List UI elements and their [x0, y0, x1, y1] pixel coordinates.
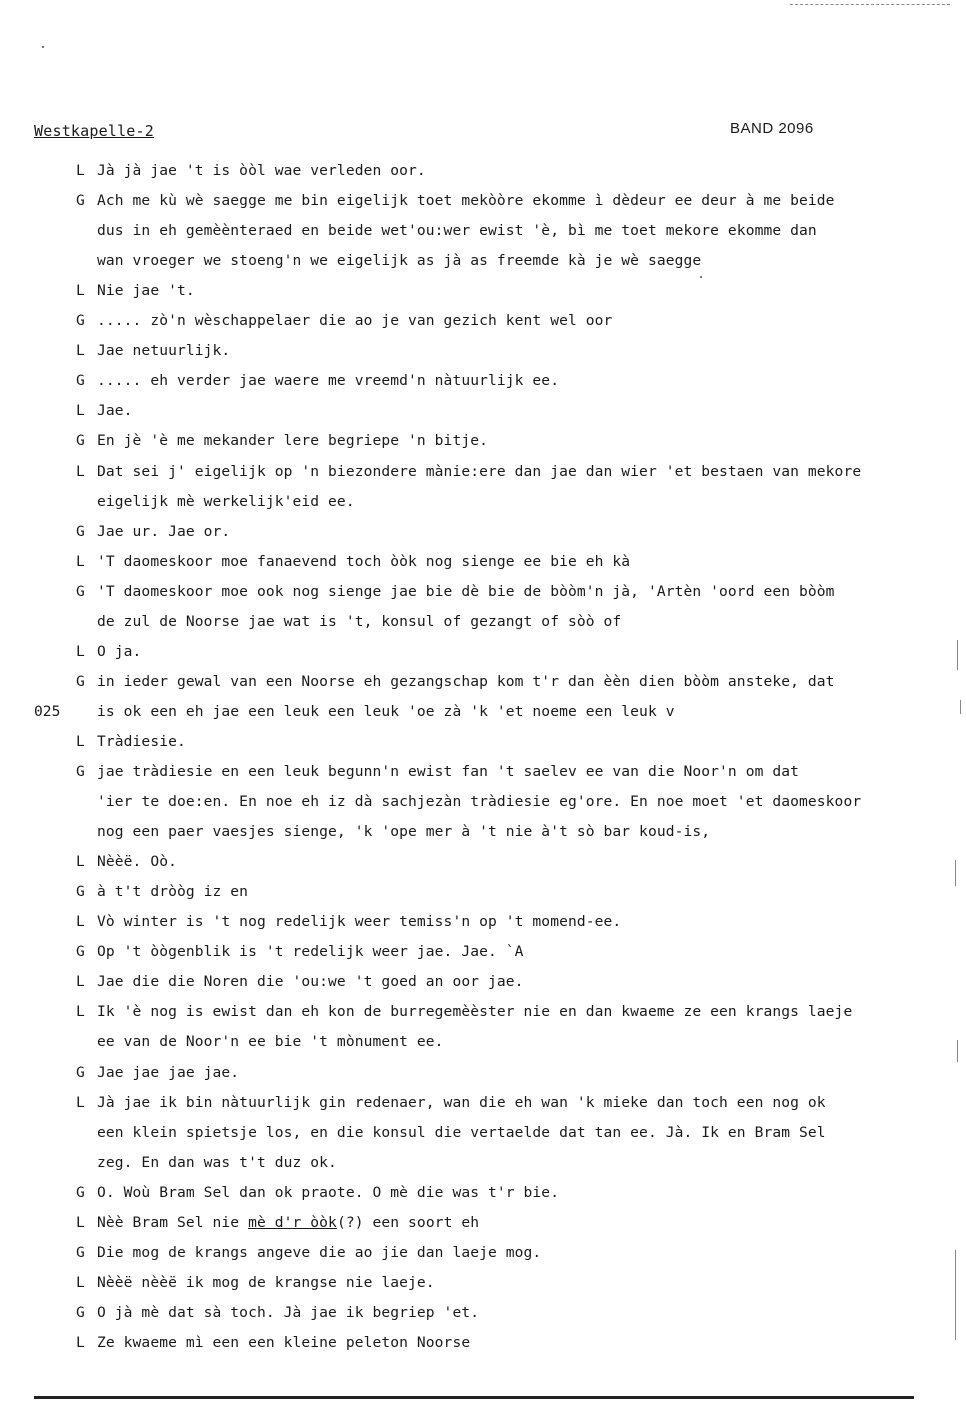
utterance-text — [97, 943, 524, 960]
utterance-segment: Jà jà jae 't is òòl wae verleden oor. — [97, 162, 426, 179]
scan-speck — [700, 276, 702, 278]
speaker-label: G — [76, 1243, 85, 1261]
utterance-segment: Jà jae ik bin nàtuurlijk gin redenaer, wan die eh wan 'k mieke dan toch een nog ok — [97, 1093, 826, 1111]
utterance-text — [97, 1274, 435, 1291]
speaker-label: L — [76, 1003, 85, 1021]
speaker-label: L — [76, 162, 85, 179]
utterance-text — [97, 162, 426, 179]
utterance-segment: En jè 'è me mekander lere begriepe 'n bitje. — [97, 432, 488, 450]
utterance-segment: O. Woù Bram Sel dan ok praote. O mè die was t'r bie. — [97, 1183, 560, 1201]
utterance-segment: Nie jae 't. — [97, 282, 195, 300]
speaker-label: G — [76, 1183, 85, 1201]
utterance-text — [97, 1214, 479, 1231]
speaker-label: L — [76, 913, 85, 931]
underlined-segment: mè d'r òòk — [248, 1213, 337, 1231]
speaker-label: G — [76, 432, 85, 450]
utterance-segment: Nèèë. Oò. — [97, 853, 177, 871]
utterance-segment: dus in eh gemèènteraed en beide wet'ou:wer ewist 'è, bì me toet mekore ekomme dan — [97, 222, 817, 240]
utterance-segment: Vò winter is 't nog redelijk weer temiss'n op 't momend-ee. — [97, 913, 622, 931]
utterance-segment: Ik 'è nog is ewist dan eh kon de burregemèèster nie en dan kwaeme ze een krangs laeje — [97, 1003, 853, 1021]
utterance-segment: Ach me kù wè saegge me bin eigelijk toet mekòòre ekomme ì dèdeur ee deur à me beide — [97, 192, 835, 210]
utterance-segment: Tràdiesie. — [97, 732, 186, 750]
speaker-label: G — [76, 522, 85, 540]
utterance-text — [97, 703, 675, 720]
utterance-text — [97, 493, 355, 510]
speaker-label: G — [76, 582, 85, 600]
utterance-segment: Dat sei j' eigelijk op 'n biezondere mànie:ere dan jae dan wier 'et bestaen van mekore — [97, 462, 862, 480]
utterance-text — [97, 1334, 470, 1351]
utterance-text — [97, 913, 621, 930]
speaker-label: L — [76, 973, 85, 991]
utterance-text — [97, 1033, 444, 1050]
speaker-label: G — [76, 883, 85, 901]
scan-speck — [42, 46, 44, 48]
speaker-label: G — [76, 1303, 85, 1321]
speaker-label: L — [76, 642, 85, 660]
utterance-segment: Jae jae jae jae. — [97, 1063, 240, 1081]
utterance-segment: Jae netuurlijk. — [97, 342, 231, 360]
speaker-label: L — [76, 402, 85, 420]
speaker-label: L — [76, 342, 85, 360]
utterance-text — [97, 252, 701, 269]
speaker-label: L — [76, 1213, 85, 1231]
utterance-text — [97, 402, 133, 419]
speaker-label: L — [76, 732, 85, 750]
utterance-text — [97, 973, 524, 990]
utterance-text — [97, 523, 230, 540]
utterance-text — [97, 613, 621, 630]
utterance-text — [97, 793, 861, 810]
bottom-rule — [34, 1396, 914, 1399]
utterance-text — [97, 192, 835, 209]
utterance-text — [97, 673, 835, 690]
utterance-text — [97, 432, 488, 449]
speaker-label: L — [76, 282, 85, 300]
utterance-text — [97, 823, 710, 840]
utterance-segment-after: (?) een soort eh — [336, 1213, 480, 1231]
scan-edge-mark — [955, 1250, 956, 1340]
speaker-label: L — [76, 552, 85, 570]
utterance-segment: 'T daomeskoor moe ook nog sienge jae bie dè bie de bòòm'n jà, 'Artèn 'oord een bòòm — [97, 582, 835, 600]
utterance-segment: de zul de Noorse jae wat is 't, konsul of gezangt of sòò of — [97, 612, 622, 630]
speaker-label: L — [76, 1273, 85, 1291]
utterance-text — [97, 763, 799, 780]
speaker-label: L — [76, 853, 85, 871]
utterance-text — [97, 643, 141, 660]
utterance-text — [97, 733, 186, 750]
utterance-segment: in ieder gewal van een Noorse eh gezangschap kom t'r dan èèn dien bòòm ansteke, dat — [97, 672, 835, 690]
utterance-segment: Jae. — [97, 402, 133, 420]
speaker-label: G — [76, 672, 85, 690]
speaker-label: G — [76, 1063, 85, 1081]
utterance-segment: nog een paer vaesjes sienge, 'k 'ope mer à 't nie à't sò bar koud-is, — [97, 823, 711, 841]
utterance-text — [97, 1184, 559, 1201]
utterance-segment: ee van de Noor'n ee bie 't mònument ee. — [97, 1033, 444, 1051]
utterance-segment: O jà mè dat sà toch. Jà jae ik begriep 'et. — [97, 1303, 480, 1321]
speaker-label: G — [76, 943, 85, 961]
utterance-segment: Nèèë nèèë ik mog de krangse nie laeje. — [97, 1273, 435, 1291]
utterance-text — [97, 1094, 826, 1111]
utterance-segment: Ze kwaeme mì een een kleine peleton Noorse — [97, 1333, 471, 1351]
speaker-label: G — [76, 312, 85, 330]
utterance-segment: O ja. — [97, 642, 142, 660]
margin-counter: 025 — [34, 703, 61, 720]
utterance-text — [97, 1154, 337, 1171]
utterance-segment: zeg. En dan was t't duz ok. — [97, 1153, 337, 1171]
utterance-segment: een klein spietsje los, en die konsul die vertaelde dat tan ee. Jà. Ik en Bram Sel — [97, 1123, 826, 1141]
utterance-segment: is ok een eh jae een leuk een leuk 'oe zà 'k 'et noeme een leuk v — [97, 702, 675, 720]
utterance-segment: à t't dròòg iz en — [97, 883, 249, 901]
utterance-text — [97, 553, 630, 570]
utterance-segment: Die mog de krangs angeve die ao jie dan laeje mog. — [97, 1243, 542, 1261]
utterance-segment: Nèè Bram Sel nie — [97, 1213, 249, 1231]
utterance-segment: Op 't òògenblik is 't redelijk weer jae. Jae. `A — [97, 943, 524, 961]
speaker-label: L — [76, 1333, 85, 1351]
utterance-text — [97, 463, 861, 480]
utterance-text — [97, 282, 195, 299]
speaker-label: G — [76, 763, 85, 780]
utterance-text — [97, 1003, 852, 1020]
utterance-text — [97, 883, 248, 900]
speaker-label: L — [76, 1093, 85, 1111]
utterance-segment: ..... zò'n wèschappelaer die ao je van gezich kent wel oor — [97, 312, 613, 330]
utterance-segment: ..... eh verder jae waere me vreemd'n nàtuurlijk ee. — [97, 372, 560, 390]
scan-edge-mark — [957, 640, 958, 670]
utterance-text — [97, 342, 230, 359]
utterance-text — [97, 1304, 479, 1321]
band-number: BAND 2096 — [730, 120, 814, 137]
document-title: Westkapelle-2 — [34, 122, 154, 140]
speaker-label: L — [76, 462, 85, 480]
utterance-text — [97, 583, 835, 600]
utterance-segment: 'T daomeskoor moe fanaevend toch òòk nog sienge ee bie eh kà — [97, 552, 631, 570]
utterance-text — [97, 222, 817, 239]
speaker-label: G — [76, 372, 85, 390]
utterance-text — [97, 853, 177, 870]
utterance-segment: eigelijk mè werkelijk'eid ee. — [97, 492, 355, 510]
utterance-text — [97, 1124, 826, 1141]
scan-edge-mark — [960, 700, 961, 714]
speaker-label: G — [76, 192, 85, 210]
utterance-segment: Jae die die Noren die 'ou:we 't goed an oor jae. — [97, 973, 524, 991]
utterance-text — [97, 312, 612, 329]
utterance-segment: Jae ur. Jae or. — [97, 522, 231, 540]
top-scan-line — [790, 4, 950, 6]
utterance-text — [97, 1064, 239, 1081]
utterance-text — [97, 1244, 541, 1261]
scan-edge-mark — [957, 1040, 958, 1062]
utterance-segment: 'ier te doe:en. En noe eh iz dà sachjezàn tràdiesie eg'ore. En noe moet 'et daomeskoor — [97, 793, 862, 811]
utterance-text — [97, 372, 559, 389]
scan-edge-mark — [955, 860, 956, 886]
utterance-segment: jae tràdiesie en een leuk begunn'n ewist fan 't saelev ee van die Noor'n om dat — [97, 763, 800, 780]
utterance-segment: wan vroeger we stoeng'n we eigelijk as jà as freemde kà je wè saegge — [97, 252, 702, 270]
